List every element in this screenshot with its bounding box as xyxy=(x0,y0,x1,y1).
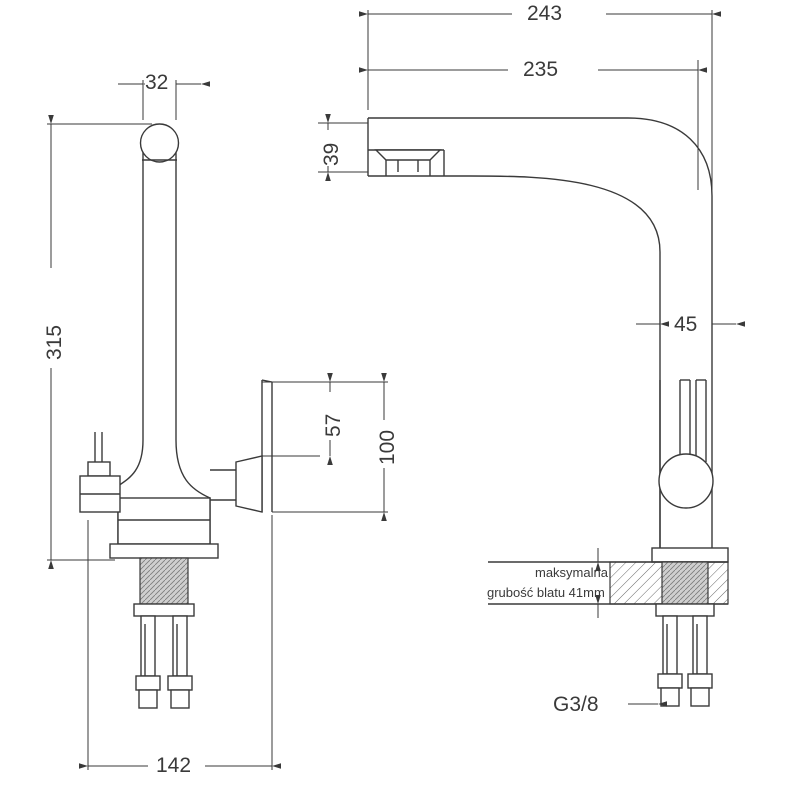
dim-total-height: 315 xyxy=(43,324,66,360)
dim-spout-reach-inner: 235 xyxy=(523,58,559,81)
right-faucet-view xyxy=(368,118,728,706)
dim-handle-height: 100 xyxy=(376,429,399,465)
note-worktop-line2: grubość blatu 41mm xyxy=(487,585,605,600)
dim-handle-offset: 57 xyxy=(322,413,345,437)
left-view-dimensions xyxy=(47,80,388,770)
dim-spout-top-width: 32 xyxy=(145,71,169,94)
dim-spout-reach-outer: 243 xyxy=(527,2,563,25)
left-faucet-view xyxy=(80,124,272,708)
note-worktop-line1: maksymalna xyxy=(535,565,608,580)
dim-thread-spec: G3/8 xyxy=(553,693,599,716)
dim-base-width: 142 xyxy=(156,754,192,777)
dim-spout-head-height: 39 xyxy=(320,142,343,166)
dim-body-width: 45 xyxy=(674,313,698,336)
